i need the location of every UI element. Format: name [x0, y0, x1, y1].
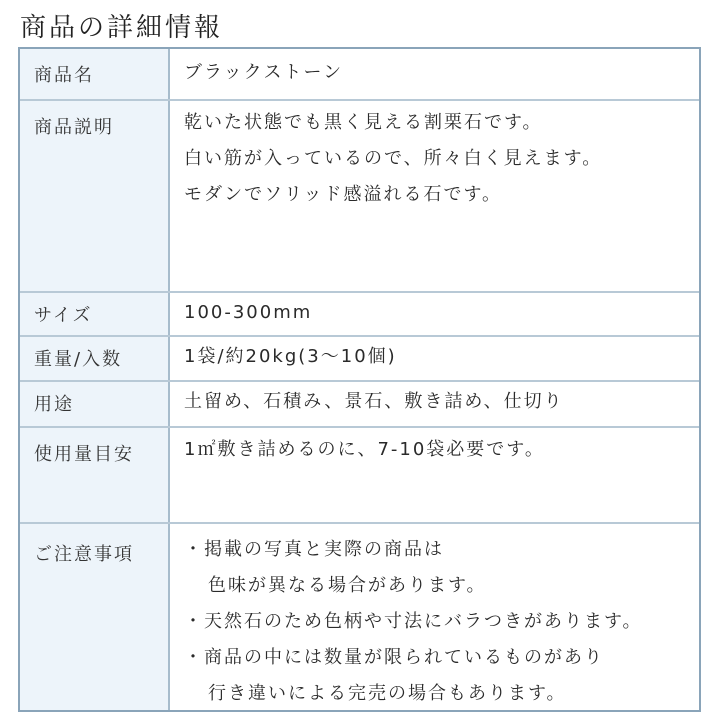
- row-value-product-name: [170, 49, 699, 99]
- caution-line: 行き違いによる完売の場合もあります。: [208, 683, 567, 704]
- description-line: 乾いた状態でも黒く見える割栗石です。: [184, 112, 543, 133]
- row-label-weight: 重量/入数: [20, 337, 170, 380]
- table-row-product-name: [20, 49, 699, 99]
- row-label-description: 商品説明: [20, 101, 170, 291]
- row-label-amount-guide: 使用量目安: [20, 428, 170, 522]
- row-value-weight: [170, 337, 699, 380]
- table-row-usage: [20, 382, 699, 426]
- row-value-size: [170, 293, 699, 335]
- row-label-cautions: ご注意事項: [20, 524, 170, 710]
- description-line: モダンでソリッド感溢れる石です。: [184, 184, 503, 205]
- description-line: 白い筋が入っているので、所々白く見えます。: [184, 148, 603, 169]
- amount-guide-text: 1㎡敷き詰めるのに、7-10袋必要です。: [184, 439, 545, 460]
- product-name-text: ブラックストーン: [184, 62, 344, 83]
- usage-text: 土留め、石積み、景石、敷き詰め、仕切り: [184, 391, 564, 412]
- row-value-cautions: [170, 524, 699, 710]
- row-value-usage: [170, 382, 699, 426]
- row-label-product-name: 商品名: [20, 49, 170, 99]
- table-row-amount-guide: [20, 428, 699, 522]
- caution-line: 色味が異なる場合があります。: [208, 575, 487, 596]
- table-row-cautions: [20, 524, 699, 710]
- caution-line: ・掲載の写真と実際の商品は: [184, 539, 444, 560]
- caution-line: ・商品の中には数量が限られているものがあり: [184, 647, 604, 668]
- row-label-usage: 用途: [20, 382, 170, 426]
- product-detail-table: [18, 47, 701, 712]
- row-value-description: [170, 101, 699, 291]
- caution-line: ・天然石のため色柄や寸法にバラつきがあります。: [184, 611, 643, 632]
- table-row-size: [20, 293, 699, 335]
- size-text: 100-300mm: [184, 302, 313, 323]
- row-value-amount-guide: [170, 428, 699, 522]
- table-row-weight: [20, 337, 699, 380]
- page-title: 商品の詳細情報: [20, 13, 224, 43]
- table-row-description: [20, 101, 699, 291]
- weight-text: 1袋/約20kg(3〜10個): [184, 346, 397, 367]
- row-label-size: サイズ: [20, 293, 170, 335]
